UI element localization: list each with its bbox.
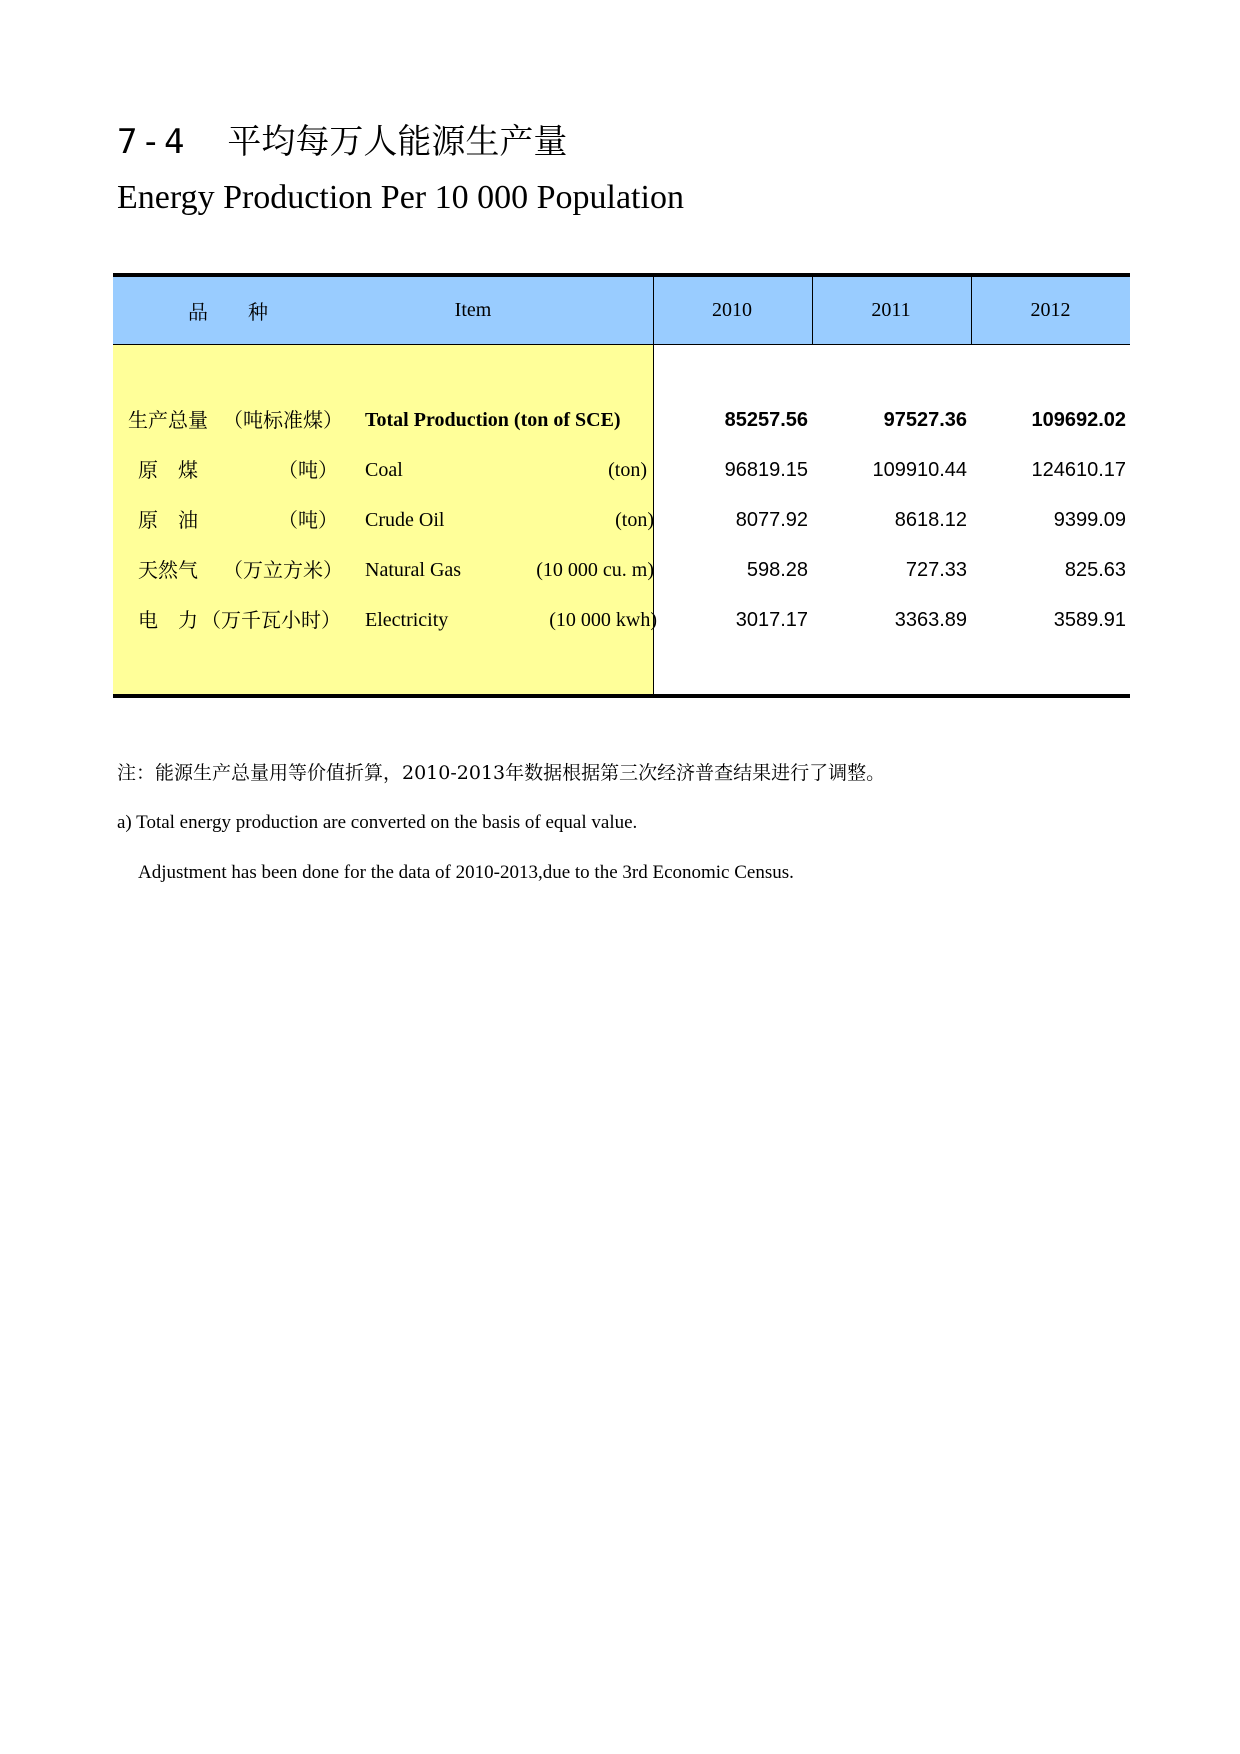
row-label-en: Total Production (ton of SCE) — [365, 409, 621, 431]
row-unit-cn: （吨） — [278, 508, 338, 532]
table-row — [113, 600, 1130, 640]
row-unit-en: (10 000 kwh) — [549, 609, 657, 631]
cell-2010: 96819.15 — [724, 459, 808, 481]
row-unit-en: (10 000 cu. m) — [536, 559, 654, 581]
row-label-en: Coal — [365, 459, 403, 481]
cell-2010: 598.28 — [746, 559, 808, 581]
divider-2011-2012 — [971, 277, 972, 344]
cell-2012: 825.63 — [1064, 559, 1126, 581]
note-en-line2: Adjustment has been done for the data of 2010-2013,due to the 3rd Economic Census. — [138, 862, 794, 883]
header-year-2010: 2010 — [712, 299, 752, 321]
cell-2010: 3017.17 — [735, 609, 808, 631]
table-row — [113, 500, 1130, 540]
row-label-en: Crude Oil — [365, 509, 445, 531]
row-label-cn: 原 油 — [138, 508, 198, 532]
table-row — [113, 400, 1130, 440]
table-title-en: Energy Production Per 10 000 Population — [117, 179, 684, 216]
row-label-cn: 原 煤 — [138, 458, 198, 482]
header-year-2012: 2012 — [1030, 299, 1071, 321]
cell-2010: 85257.56 — [724, 409, 808, 431]
table-row — [113, 450, 1130, 490]
header-year-2011: 2011 — [871, 299, 911, 321]
cell-2011: 109910.44 — [872, 459, 967, 481]
row-unit-cn: （万千瓦小时） — [201, 608, 341, 632]
cell-2011: 8618.12 — [894, 509, 967, 531]
header-item-en: Item — [454, 299, 492, 321]
table-title-cn-text: 平均每万人能源生产量 — [227, 122, 568, 162]
row-label-cn: 生产总量 — [128, 408, 208, 432]
cell-2011: 97527.36 — [883, 409, 967, 431]
row-unit-en: (ton) — [615, 509, 654, 531]
cell-2012: 9399.09 — [1053, 509, 1126, 531]
row-unit-cn: （万立方米） — [223, 558, 343, 582]
table-header — [113, 277, 1130, 345]
row-label-cn: 天然气 — [138, 558, 198, 582]
table-bottom-rule — [113, 694, 1130, 698]
table-number: 7-4 — [117, 122, 188, 162]
cell-2012: 109692.02 — [1031, 409, 1126, 431]
row-unit-cn: （吨标准煤） — [223, 408, 343, 432]
cell-2011: 3363.89 — [894, 609, 967, 631]
note-cn: 注：能源生产总量用等价值折算，2010-2013年数据根据第三次经济普查结果进行了调整。 — [117, 762, 886, 784]
row-unit-cn: （吨） — [278, 458, 338, 482]
table-title-cn — [117, 122, 567, 162]
table-row — [113, 550, 1130, 590]
cell-2011: 727.33 — [905, 559, 967, 581]
header-item-cn: 品 种 — [188, 302, 268, 324]
cell-2012: 124610.17 — [1031, 459, 1126, 481]
note-en-line1: a) Total energy production are converted on the basis of equal value. — [117, 812, 638, 833]
row-unit-en: (ton) — [608, 459, 647, 481]
divider-2010-2011 — [812, 277, 813, 344]
row-label-cn: 电 力 — [138, 608, 198, 632]
cell-2012: 3589.91 — [1053, 609, 1126, 631]
row-label-en: Electricity — [365, 609, 449, 631]
cell-2010: 8077.92 — [735, 509, 808, 531]
row-label-en: Natural Gas — [365, 559, 462, 581]
